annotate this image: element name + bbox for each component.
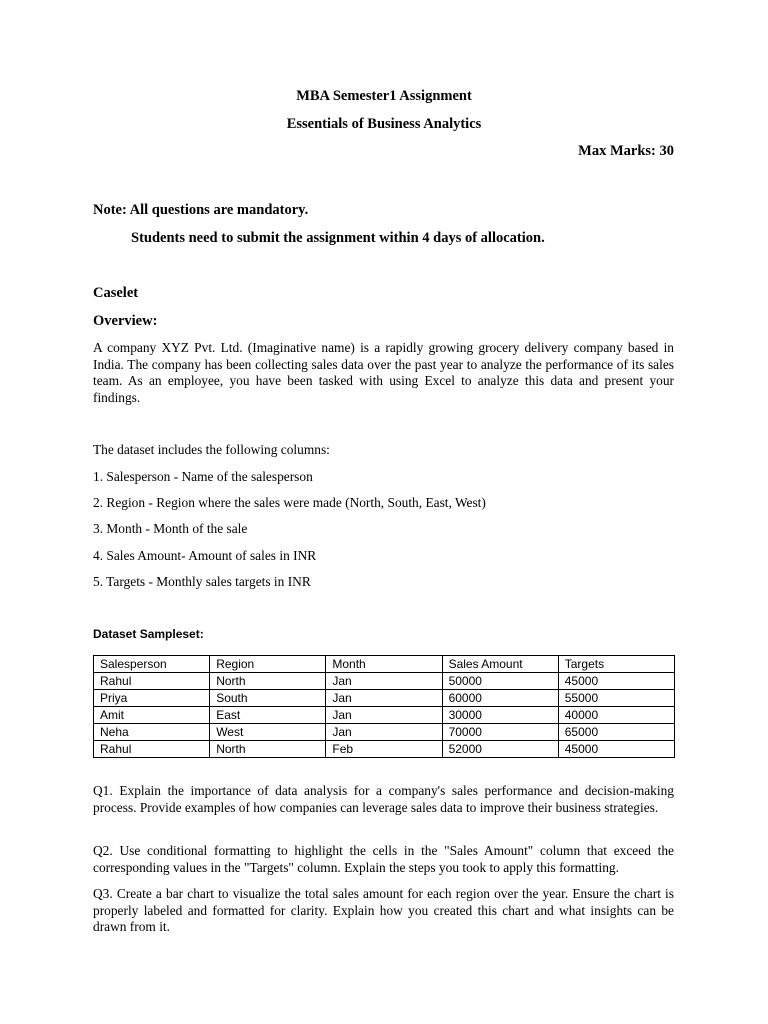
overview-heading: Overview: [93,313,158,329]
table-cell: Amit [94,707,210,724]
header-cell: Targets [558,656,674,673]
table-row [94,707,675,724]
header-cell: Salesperson [94,656,210,673]
table-cell: Feb [326,741,442,758]
header-cell: Month [326,656,442,673]
note-submission: Students need to submit the assignment within 4 days of allocation. [131,230,545,246]
table-cell: 65000 [558,724,674,741]
overview-paragraph: A company XYZ Pvt. Ltd. (Imaginative name) is a rapidly growing grocery delivery company based in India. The company has been collecting sales data over the past year to analyze the performance of its sales team. As an employee, you have been tasked with using Excel to analyze this data and present your findings. [93,340,674,405]
table-cell: Jan [326,673,442,690]
question-3: Q3. Create a bar chart to visualize the total sales amount for each region over the year. Ensure the chart is properly labeled and formatted for clarity. Explain how you created this chart and what insights can be drawn from it. [93,886,674,934]
header-cell: Sales Amount [442,656,558,673]
table-row [94,673,675,690]
table-cell: East [210,707,326,724]
caselet-heading: Caselet [93,285,139,301]
table-cell: 40000 [558,707,674,724]
table-cell: North [210,673,326,690]
columns-intro: The dataset includes the following columns: [93,442,330,457]
table-cell: West [210,724,326,741]
note-mandatory: Note: All questions are mandatory. [93,202,309,218]
question-1: Q1. Explain the importance of data analysis for a company's sales performance and decision-making process. Provide examples of how companies can leverage sales data to improve their business strategies. [93,783,674,815]
table-row [94,741,675,758]
table-cell: 70000 [442,724,558,741]
table-row [94,724,675,741]
table-cell: 50000 [442,673,558,690]
table-header-row [94,656,675,673]
table-cell: Jan [326,690,442,707]
table-cell: Neha [94,724,210,741]
table-cell: 60000 [442,690,558,707]
table-cell: South [210,690,326,707]
table-cell: North [210,741,326,758]
table-row [94,690,675,707]
table-cell: Priya [94,690,210,707]
table-cell: 45000 [558,673,674,690]
column-item: 5. Targets - Monthly sales targets in INR [93,574,311,589]
table-cell: 30000 [442,707,558,724]
column-item: 2. Region - Region where the sales were made (North, South, East, West) [93,495,486,510]
table-cell: 45000 [558,741,674,758]
column-item: 3. Month - Month of the sale [93,521,248,536]
question-2: Q2. Use conditional formatting to highlight the cells in the "Sales Amount" column that exceed the corresponding values in the "Targets" column. Explain the steps you took to apply this formatting. [93,843,674,875]
table-cell: Rahul [94,741,210,758]
table-cell: Rahul [94,673,210,690]
document-subtitle: Essentials of Business Analytics [286,116,482,132]
table-cell: Jan [326,724,442,741]
dataset-heading: Dataset Sampleset: [93,627,204,641]
table-cell: Jan [326,707,442,724]
table-cell: 55000 [558,690,674,707]
dataset-table [93,655,675,758]
column-item: 1. Salesperson - Name of the salesperson [93,469,313,484]
max-marks: Max Marks: 30 [578,143,674,159]
column-item: 4. Sales Amount- Amount of sales in INR [93,548,317,563]
header-cell: Region [210,656,326,673]
table-cell: 52000 [442,741,558,758]
document-title: MBA Semester1 Assignment [296,88,472,104]
